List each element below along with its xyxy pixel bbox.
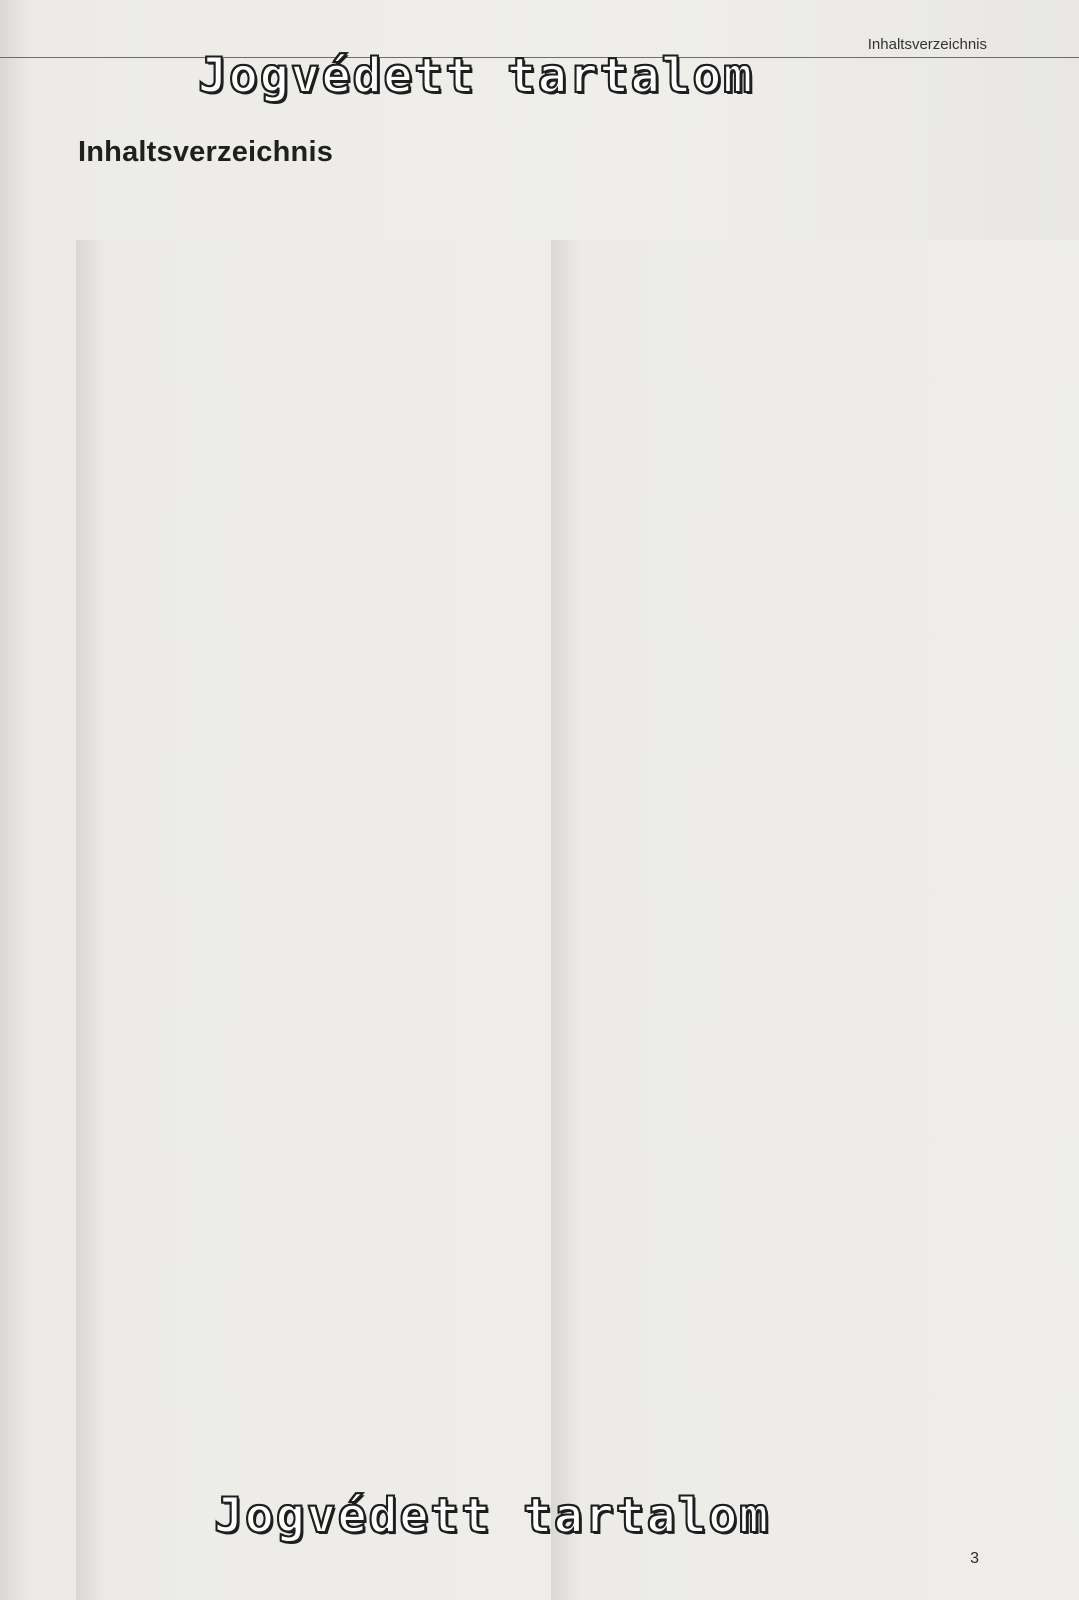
watermark-top: Jogvédett tartalom — [198, 48, 755, 104]
toc-entry-page — [551, 240, 1079, 1600]
page-number: 3 — [970, 1550, 979, 1567]
toc-right-column — [551, 240, 985, 1359]
toc-entry — [551, 1332, 985, 1359]
page-title: Inhaltsverzeichnis — [78, 136, 334, 168]
watermark-bottom: Jogvédett tartalom — [214, 1488, 771, 1544]
toc-left-groups — [76, 940, 504, 1456]
toc-right-groups — [551, 240, 985, 1359]
running-head: Inhaltsverzeichnis — [867, 36, 987, 53]
toc-left-column — [76, 240, 504, 1456]
toc-entry — [76, 1429, 504, 1456]
